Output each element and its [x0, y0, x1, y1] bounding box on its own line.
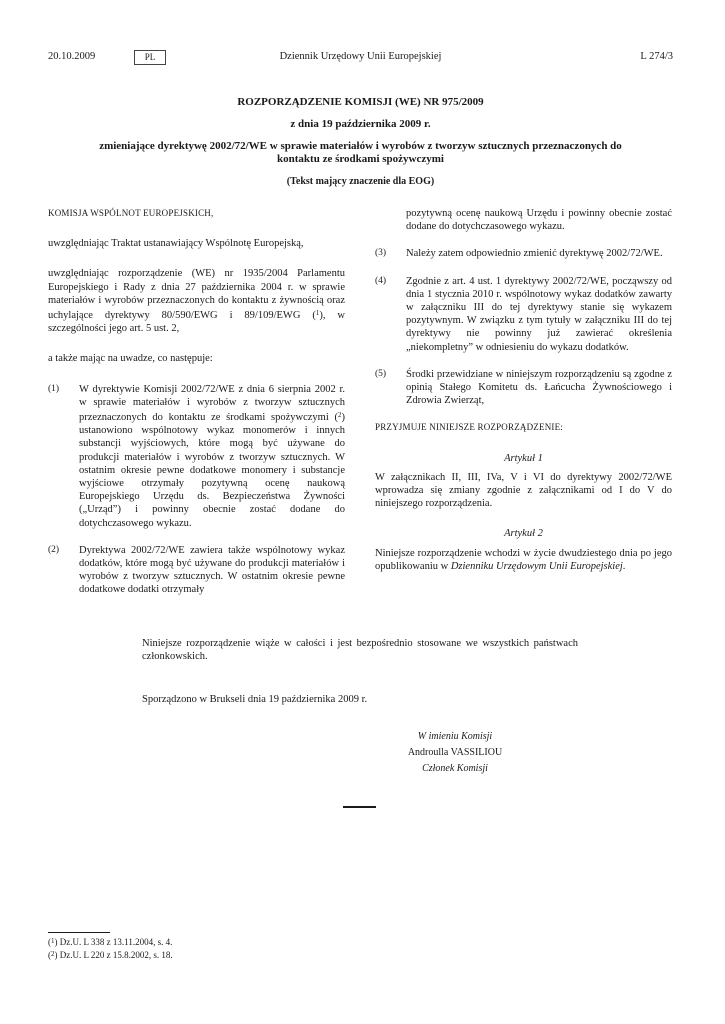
- left-column: [48, 207, 345, 611]
- regulation-date: z dnia 19 października 2009 r.: [290, 118, 431, 130]
- recital-number: (4): [375, 275, 387, 286]
- recital-number: (3): [375, 248, 387, 259]
- footnote-text: Dz.U. L 220 z 15.8.2002, s. 18.: [59, 950, 173, 960]
- recital-number: (5): [375, 368, 387, 379]
- recital-5: [375, 368, 672, 408]
- footnote-1: ($^1$) Dz.U. L 338 z 13.11.2004, s. 4.: [48, 937, 173, 947]
- recital-4: [375, 275, 672, 354]
- preamble-treaty: uwzględniając Traktat ustanawiający Wspólnotę Europejską,: [48, 238, 304, 250]
- end-divider: [343, 806, 376, 808]
- page-reference: L 274/3: [640, 51, 673, 62]
- article-1-text: W załącznikach II, III, IVa, V i VI do dyrektywy 2002/72/WE wprowadza się zmiany zgodnie z załącznikami od I do V do niniejszego rozporządzenia.: [375, 471, 672, 510]
- eea-relevance: (Tekst mający znaczenie dla EOG): [286, 176, 435, 187]
- preamble-regulation-text-b: ), w szczególności jego art. 5 ust. 2,: [48, 310, 345, 335]
- footnote-ref-2: 2: [338, 411, 342, 420]
- journal-title: Dziennik Urzędowy Unii Europejskiej: [279, 51, 442, 62]
- footnotes: [48, 935, 173, 961]
- preamble-regulation: [48, 267, 345, 335]
- recital-number: (1): [48, 383, 60, 394]
- document-title-block: [48, 95, 673, 188]
- signature-block: [355, 729, 555, 777]
- recital-2-continuation: [375, 207, 672, 233]
- preamble-regulation-text-a: uwzględniając rozporządzenie (WE) nr 1935/2004 Parlamentu Europejskiego i Rady z dnia 27 października 2004 r. w sprawie materiałów i wyrobów przeznaczonych do kontaktu z żywnością oraz uchylające dyrektywy 80/590/EWG i 89/109/EWG (: [48, 268, 345, 322]
- recital-text-b: ) ustanowiono wspólnotowy wykaz monomerów i innych substancji wyjściowych, które mogą być używane do produkcji materiałów i wyrobów z tworzyw sztucznych. W ostatnim okresie pewne dodatkowe monomery i substancje wyjściowe otrzymały pozytywną ocenę naukową Europejskiego Urzędu ds. Bezpieczeństwa Żywności („Urząd”) i powinny obecnie zostać dodane do dotychczasowego wykazu.: [79, 412, 345, 529]
- footnote-2: ($^2$) Dz.U. L 220 z 15.8.2002, s. 18.: [48, 950, 173, 960]
- recital-text: Dyrektywa 2002/72/WE zawiera także wspólnotowy wykaz dodatków, które mogą być używane do produkcji materiałów i wyrobów z tworzyw sztucznych. W ostatnim okresie pewne dodatkowe dodatki otrzymały: [79, 544, 345, 596]
- recital-3: [375, 247, 672, 260]
- recital-text: Należy zatem odpowiednio zmienić dyrektywę 2002/72/WE.: [406, 248, 663, 260]
- language-badge: PL: [134, 50, 166, 65]
- signature-on-behalf: W imieniu Komisji: [417, 731, 493, 742]
- recital-2: [48, 544, 345, 597]
- footnote-text: Dz.U. L 338 z 13.11.2004, s. 4.: [59, 937, 173, 947]
- journal-name-italic: Dzienniku Urzędowym Unii Europejskiej: [450, 560, 623, 572]
- footnote-ref-1: 1: [315, 309, 320, 318]
- recital-1: [48, 383, 345, 530]
- recital-number: (2): [48, 544, 60, 555]
- footnote-divider: [48, 932, 110, 933]
- recital-text: Zgodnie z art. 4 ust. 1 dyrektywy 2002/72/WE, począwszy od dnia 1 stycznia 2010 r. wspólnotowy wykaz dodatków zawarty w załączniku III do tej dyrektywy stanie się wykazem pozytywnym. W związku z tym tytuły w załączniku III do tej dyrektywy nie powinny już zawierać określenia „niekompletny” w odniesieniu do wykazu dodatków.: [406, 275, 672, 353]
- article-1-title: Artykuł 1: [504, 452, 543, 464]
- signatory-role: Członek Komisji: [422, 763, 488, 774]
- regulation-subject: zmieniające dyrektywę 2002/72/WE w sprawie materiałów i wyrobów z tworzyw sztucznych przeznaczonych do kontaktu ze środkami spożywczymi: [99, 140, 622, 165]
- recital-text: pozytywną ocenę naukową Urzędu i powinny obecnie zostać dodane do dotychczasowego wykazu.: [406, 208, 672, 233]
- footnote-mark: 2: [51, 950, 55, 958]
- running-header: [48, 50, 673, 68]
- recital-text-a: W dyrektywie Komisji 2002/72/WE z dnia 6 sierpnia 2002 r. w sprawie materiałów i wyrobów z tworzyw sztucznych przeznaczonych do kontaktu ze środkami spożywczymi (: [79, 383, 345, 424]
- publication-date: 20.10.2009: [48, 51, 96, 62]
- recital-text: Środki przewidziane w niniejszym rozporządzeniu są zgodne z opinią Stałego Komitetu ds. Łańcucha Żywnościowego i Zdrowia Zwierząt,: [406, 368, 672, 407]
- article-2-text-b: .: [622, 560, 626, 572]
- right-column: [375, 207, 672, 590]
- adopted-statement: PRZYJMUJE NINIEJSZE ROZPORZĄDZENIE:: [375, 422, 563, 433]
- article-2-text: [375, 547, 672, 573]
- done-at: Sporządzono w Brukseli dnia 19 października 2009 r.: [142, 694, 368, 705]
- signatory-name: Androulla VASSILIOU: [407, 747, 503, 758]
- regulation-title: ROZPORZĄDZENIE KOMISJI (WE) NR 975/2009: [237, 96, 484, 108]
- preamble-whereas: a także mając na uwadze, co następuje:: [48, 353, 213, 365]
- binding-text: Niniejsze rozporządzenie wiąże w całości i jest bezpośrednio stosowane we wszystkich państwach członkowskich.: [142, 638, 578, 663]
- article-2-text-a: Niniejsze rozporządzenie wchodzi w życie dwudziestego dnia po jego opublikowaniu w: [375, 547, 672, 572]
- preamble-author: KOMISJA WSPÓLNOT EUROPEJSKICH,: [48, 208, 214, 218]
- article-2-title: Artykuł 2: [504, 528, 543, 540]
- footnote-mark: 1: [51, 937, 55, 945]
- binding-clause: [142, 637, 578, 663]
